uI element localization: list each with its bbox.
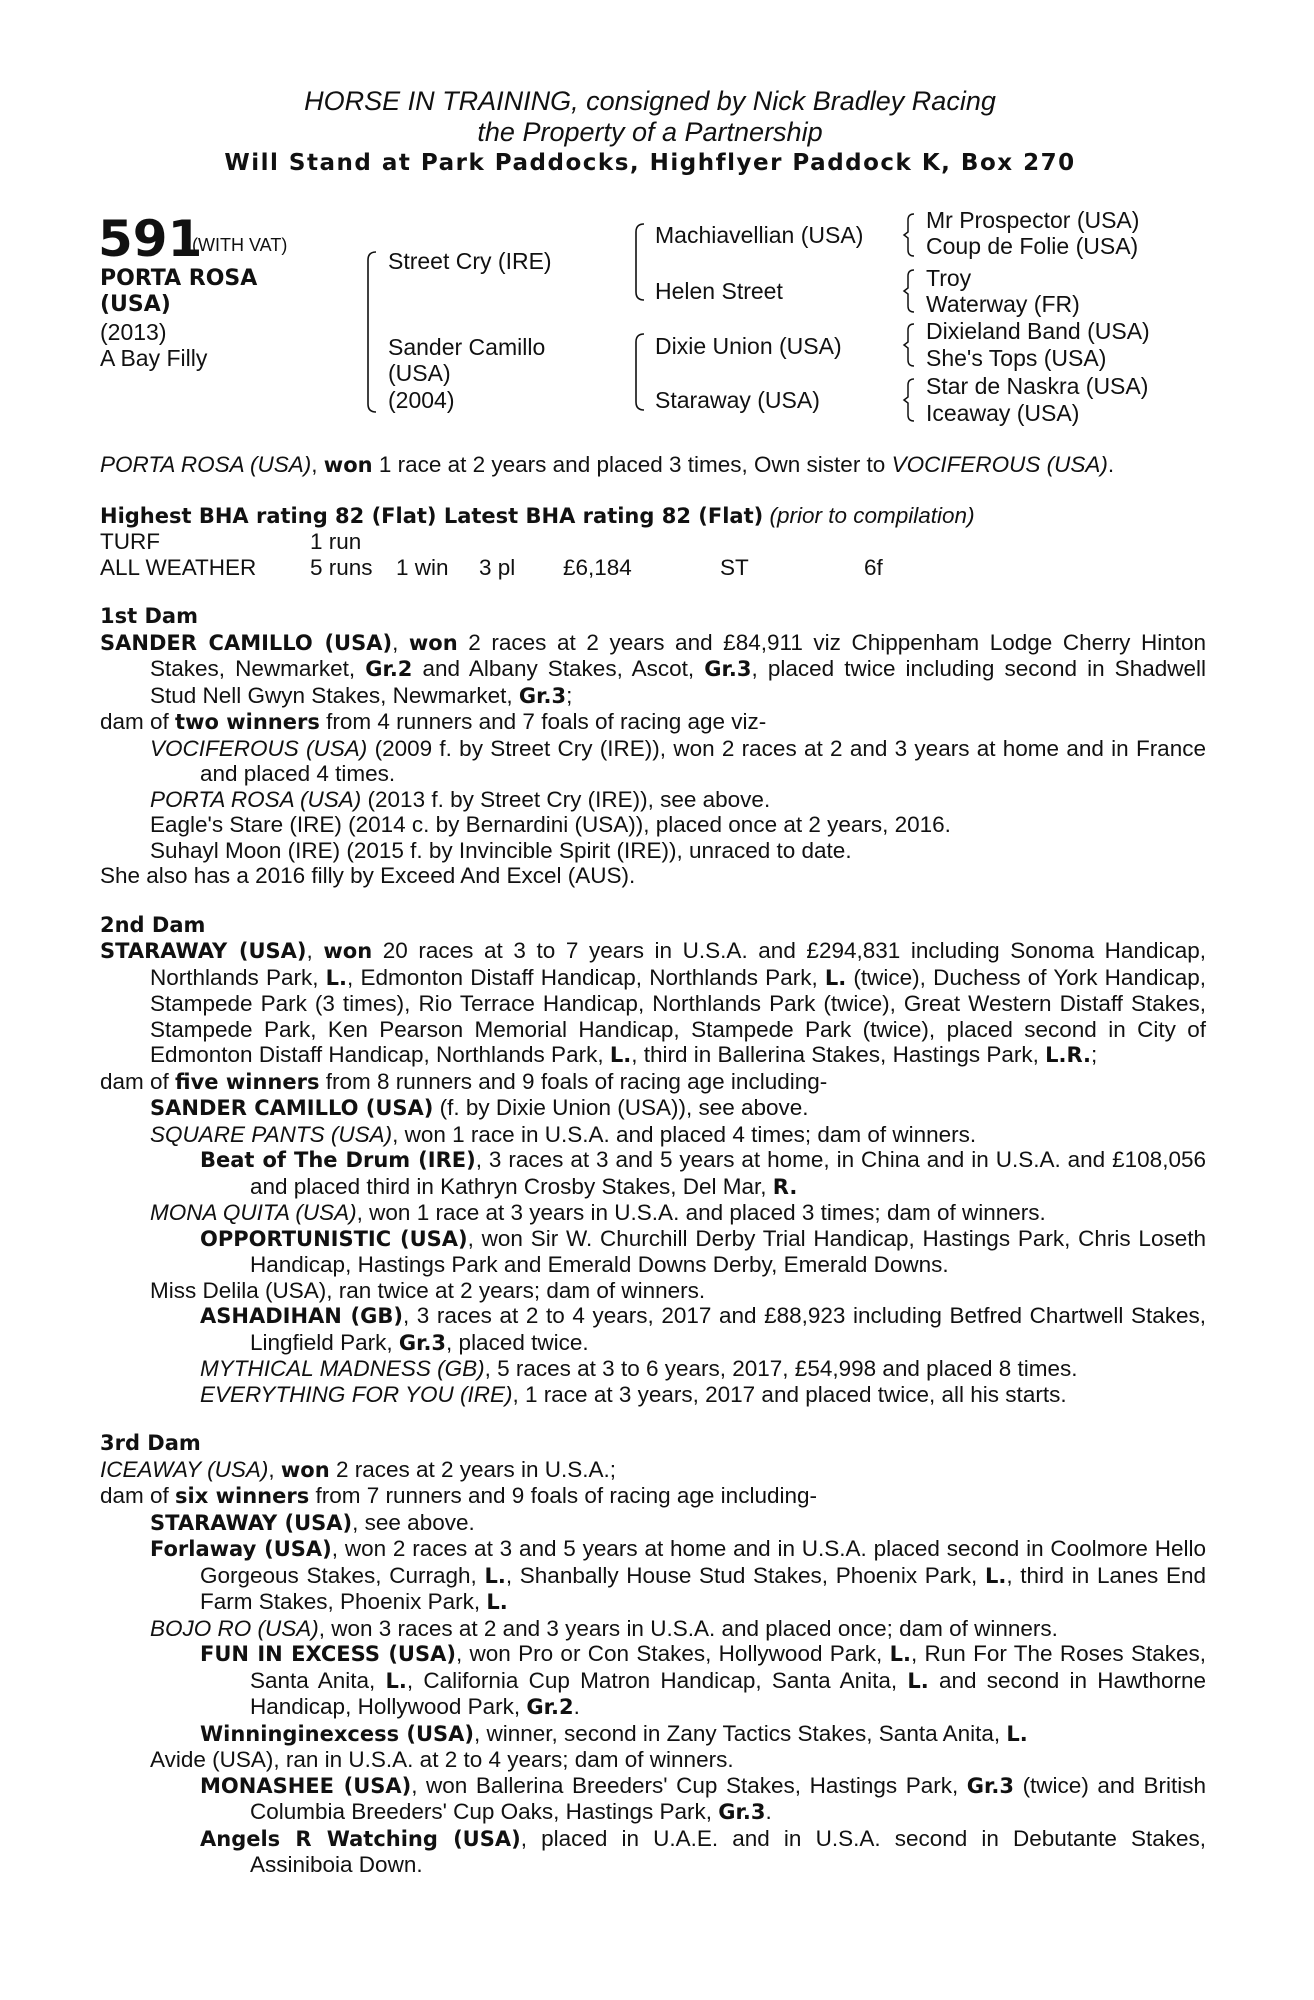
third-dam-produce-c1: FUN IN EXCESS (USA), won Pro or Con Stakes, Hollywood Park, L., Run For The Roses Stakes, Santa Anita, L., California Cup Matron Handicap, Santa Anita, L. and second in Hawthorne Handicap, Hollywood Park, Gr.2. xyxy=(200,1641,1207,1719)
pedigree-ssd: Coup de Folie (USA) xyxy=(926,233,1139,259)
summary-paragraph: PORTA ROSA (USA), won 1 race at 2 years and placed 3 times, Own sister to VOCIFEROUS (USA). xyxy=(100,452,1115,477)
pedigree-sss: Mr Prospector (USA) xyxy=(926,207,1140,233)
lot-number: 591 xyxy=(98,210,203,268)
pedigree-bracket-dd xyxy=(901,377,917,423)
all-weather-record: ALL WEATHER 5 runs 1 win 3 pl £6,184 ST 6f xyxy=(100,554,883,580)
pedigree-sire: Street Cry (IRE) xyxy=(388,248,552,274)
third-dam-produce-c2: Winninginexcess (USA), winner, second in Zany Tactics Stakes, Santa Anita, L. xyxy=(200,1720,1028,1746)
first-dam-heading: 1st Dam xyxy=(100,604,198,628)
turf-record: TURF 1 run xyxy=(100,529,362,554)
pedigree-bracket-ss xyxy=(901,212,917,258)
first-dam-also: She also has a 2016 filly by Exceed And Excel (AUS). xyxy=(100,863,636,888)
third-dam-record: ICEAWAY (USA), won 2 races at 2 years in U.S.A.; xyxy=(100,1456,617,1482)
pedigree-bracket-ds xyxy=(901,322,917,368)
pedigree-dds: Star de Naskra (USA) xyxy=(926,373,1149,399)
horse-year: (2013) xyxy=(100,319,167,345)
horse-country: (USA) xyxy=(100,292,171,317)
catalogue-body xyxy=(100,452,1206,1878)
third-dam-produce-c: BOJO RO (USA), won 3 races at 2 and 3 years in U.S.A. and placed once; dam of winners. xyxy=(150,1615,1058,1641)
second-dam-produce-summary: dam of five winners from 8 runners and 9 foals of racing age including- xyxy=(100,1068,828,1094)
first-dam-record: SANDER CAMILLO (USA), won 2 races at 2 years and £84,911 viz Chippenham Lodge Cherry Hinton Stakes, Newmarket, Gr.2 and Albany Stakes, Ascot, Gr.3, placed twice including second in Shadwell Stud Nell Gwyn Stakes, Newmarket, Gr.3; xyxy=(100,629,1206,708)
pedigree-dss: Dixieland Band (USA) xyxy=(926,318,1150,344)
pedigree-dam-line2: (USA) xyxy=(388,360,451,386)
pedigree-sdd: Waterway (FR) xyxy=(926,291,1080,317)
pedigree-bracket-gen1 xyxy=(362,248,382,416)
lot-vat: (WITH VAT) xyxy=(192,235,288,255)
third-dam-produce-a: STARAWAY (USA), see above. xyxy=(150,1509,475,1535)
second-dam-produce-d2: MYTHICAL MADNESS (GB), 5 races at 3 to 6 years, 2017, £54,998 and placed 8 times. xyxy=(200,1356,1078,1381)
second-dam-produce-b1: Beat of The Drum (IRE), 3 races at 3 and 5 years at home, in China and in U.S.A. and £108,056 and placed third in Kathryn Crosby Stakes, Del Mar, R. xyxy=(200,1147,1206,1199)
pedigree-dam-line1: Sander Camillo xyxy=(388,334,546,360)
header-consignor: HORSE IN TRAINING, consigned by Nick Bradley Racing xyxy=(304,86,996,116)
header-stand-location: Will Stand at Park Paddocks, Highflyer Paddock K, Box 270 xyxy=(224,150,1076,176)
third-dam-produce-b: Forlaway (USA), won 2 races at 3 and 5 years at home and in U.S.A. placed second in Coolmore Hello Gorgeous Stakes, Curragh, L., Shanbally House Stud Stakes, Phoenix Park, L., third in Lanes End Farm Stakes, Phoenix Park, L. xyxy=(150,1536,1207,1614)
first-dam-produce-summary: dam of two winners from 4 runners and 7 foals of racing age viz- xyxy=(100,709,767,734)
pedigree-bracket-sire xyxy=(630,222,648,302)
third-dam-produce-summary: dam of six winners from 7 runners and 9 foals of racing age including- xyxy=(100,1483,817,1508)
pedigree-dam-line3: (2004) xyxy=(388,387,455,413)
pedigree-sds: Troy xyxy=(926,265,972,291)
horse-sex-colour: A Bay Filly xyxy=(100,345,208,371)
horse-name: PORTA ROSA xyxy=(100,266,258,291)
pedigree-dam-sire: Dixie Union (USA) xyxy=(655,333,842,359)
pedigree-bracket-dam xyxy=(630,332,648,412)
pedigree-ddd: Iceaway (USA) xyxy=(926,400,1080,426)
third-dam-produce-d1: MONASHEE (USA), won Ballerina Breeders' Cup Stakes, Hastings Park, Gr.3 (twice) and British Columbia Breeders' Cup Oaks, Hastings Park, Gr.3. xyxy=(200,1772,1206,1824)
first-dam-produce-1: VOCIFEROUS (USA) (2009 f. by Street Cry (IRE)), won 2 races at 2 and 3 years at home and in France and placed 4 times. xyxy=(150,735,1206,786)
third-dam-produce-d: Avide (USA), ran in U.S.A. at 2 to 4 years; dam of winners. xyxy=(150,1747,734,1772)
first-dam-produce-4: Suhayl Moon (IRE) (2015 f. by Invincible Spirit (IRE)), unraced to date. xyxy=(150,837,852,863)
pedigree-dam-dam: Staraway (USA) xyxy=(655,387,820,413)
second-dam-produce-c1: OPPORTUNISTIC (USA), won Sir W. Churchill Derby Trial Handicap, Hastings Park, Chris Loseth Handicap, Hastings Park and Emerald Downs Derby, Emerald Downs. xyxy=(200,1225,1206,1277)
second-dam-produce-b: SQUARE PANTS (USA), won 1 race in U.S.A. and placed 4 times; dam of winners. xyxy=(150,1121,977,1147)
third-dam-produce-d2: Angels R Watching (USA), placed in U.A.E. and in U.S.A. second in Debutante Stakes, Assiniboia Down. xyxy=(200,1825,1206,1877)
second-dam-produce-c: MONA QUITA (USA), won 1 race at 3 years in U.S.A. and placed 3 times; dam of winners. xyxy=(150,1200,1046,1225)
pedigree-dsd: She's Tops (USA) xyxy=(926,345,1107,371)
first-dam-produce-3: Eagle's Stare (IRE) (2014 c. by Bernardini (USA)), placed once at 2 years, 2016. xyxy=(150,812,951,837)
pedigree-sire-sire: Machiavellian (USA) xyxy=(655,222,864,248)
second-dam-produce-d1: ASHADIHAN (GB), 3 races at 2 to 4 years, 2017 and £88,923 including Betfred Chartwell Stakes, Lingfield Park, Gr.3, placed twice. xyxy=(200,1303,1206,1355)
second-dam-produce-d: Miss Delila (USA), ran twice at 2 years; dam of winners. xyxy=(150,1277,706,1303)
header-property: the Property of a Partnership xyxy=(477,117,823,147)
pedigree-sire-dam: Helen Street xyxy=(655,278,783,304)
second-dam-heading: 2nd Dam xyxy=(100,912,206,937)
second-dam-produce-d3: EVERYTHING FOR YOU (IRE), 1 race at 3 years, 2017 and placed twice, all his starts. xyxy=(200,1381,1067,1407)
pedigree-bracket-sd xyxy=(901,268,917,314)
rating-line: Highest BHA rating 82 (Flat) Latest BHA rating 82 (Flat) (prior to compilation) xyxy=(100,502,975,528)
second-dam-record: STARAWAY (USA), won 20 races at 3 to 7 years in U.S.A. and £294,831 including Sonoma Handicap, Northlands Park, L., Edmonton Distaff Handicap, Northlands Park, L. (twice), Duchess of York Handicap, Stampede Park (3 times), Rio Terrace Handicap, Northlands Park (twice), Great Western Distaff Stakes, Stampede Park, Ken Pearson Memorial Handicap, Stampede Park (twice), placed second in City of Edmonton Distaff Handicap, Northlands Park, L., third in Ballerina Stakes, Hastings Park, L.R.; xyxy=(100,938,1206,1067)
second-dam-produce-a: SANDER CAMILLO (USA) (f. by Dixie Union (USA)), see above. xyxy=(150,1095,809,1120)
third-dam-heading: 3rd Dam xyxy=(100,1431,201,1455)
first-dam-produce-2: PORTA ROSA (USA) (2013 f. by Street Cry (IRE)), see above. xyxy=(150,786,771,812)
